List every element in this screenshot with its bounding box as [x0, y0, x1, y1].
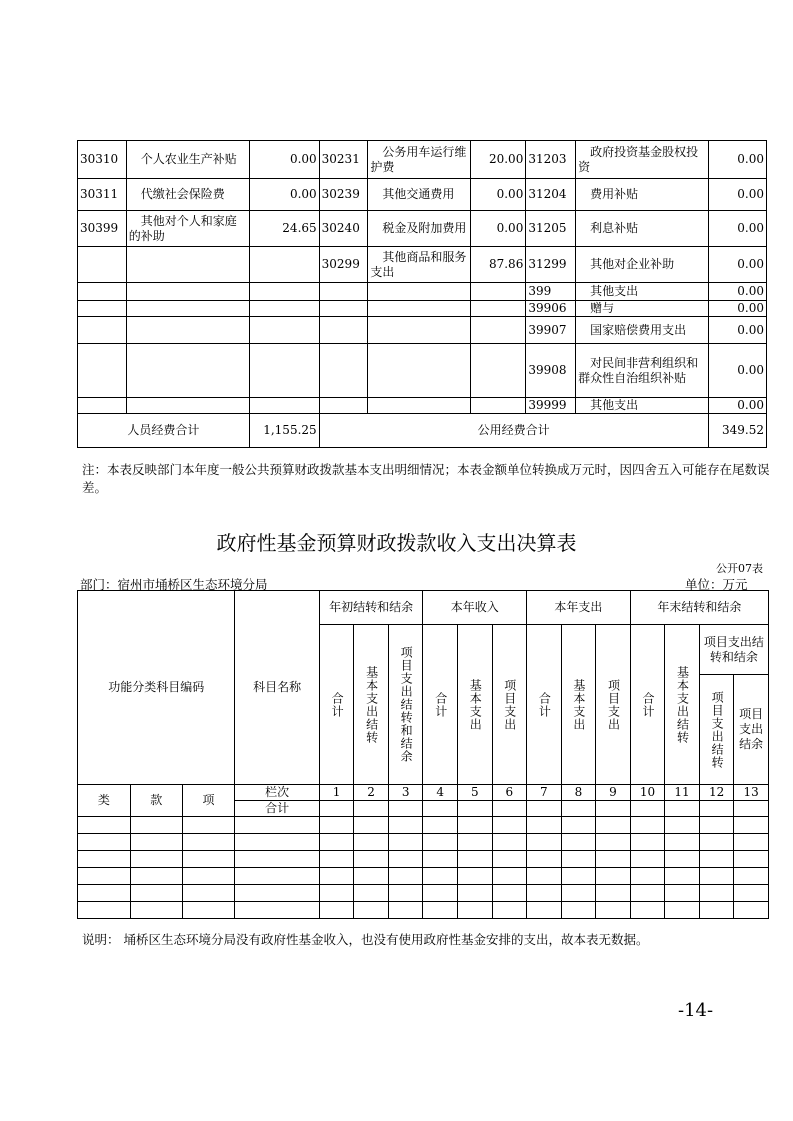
- cell-v1: [249, 398, 319, 414]
- cell-v2: [471, 283, 526, 301]
- personnel-total-value: 1,155.25: [249, 414, 319, 448]
- cell-c2: [319, 283, 368, 301]
- table-row: [78, 141, 767, 179]
- empty-row: [78, 834, 769, 851]
- cell-n2: [368, 344, 471, 398]
- col-number: 1: [319, 785, 354, 801]
- cell-n2: 其他商品和服务支出: [368, 247, 471, 283]
- cell-n3: 赠与: [576, 301, 709, 317]
- cell-v2: 0.00: [471, 179, 526, 211]
- h-total-2: 合计: [433, 691, 448, 718]
- cell-v3: 0.00: [708, 211, 766, 247]
- cell-v2: [471, 301, 526, 317]
- table-row: [78, 179, 767, 211]
- cell-c3: 39908: [526, 344, 576, 398]
- h-total-1: 合计: [330, 691, 345, 718]
- group-opening-balance: 年初结转和结余: [319, 591, 423, 625]
- public-total-label: 公用经费合计: [319, 414, 708, 448]
- h-proj-income: 项目支出: [502, 678, 517, 731]
- page-number: -14-: [678, 1000, 714, 1021]
- func-code-header: 功能分类科目编码: [78, 591, 235, 785]
- cell-v1: [249, 317, 319, 344]
- cell-c3: 399: [526, 283, 576, 301]
- cell-v1: 0.00: [249, 141, 319, 179]
- h-basic-expense: 基本支出: [571, 678, 586, 731]
- xiang-header: 项: [182, 785, 235, 817]
- empty-row: [78, 885, 769, 902]
- cell-n2: 其他交通费用: [368, 179, 471, 211]
- h-total-3: 合计: [537, 691, 552, 718]
- cell-v2: 0.00: [471, 211, 526, 247]
- cell-n3: 对民间非营利组织和群众性自治组织补贴: [576, 344, 709, 398]
- cell-v2: [471, 398, 526, 414]
- col-number: 9: [596, 785, 631, 801]
- group-year-income: 本年收入: [423, 591, 527, 625]
- cell-c3: 39907: [526, 317, 576, 344]
- cell-c1: [78, 301, 127, 317]
- cell-n2: 公务用车运行维护费: [368, 141, 471, 179]
- cell-n1: 个人农业生产补贴: [126, 141, 249, 179]
- cell-v3: 0.00: [708, 317, 766, 344]
- cell-n3: 国家赔偿费用支出: [576, 317, 709, 344]
- table-body: [78, 141, 767, 414]
- group-closing-balance: 年末结转和结余: [630, 591, 768, 625]
- cell-c3: 39999: [526, 398, 576, 414]
- cell-v2: 20.00: [471, 141, 526, 179]
- col-number: 4: [423, 785, 458, 801]
- cell-v3: 0.00: [708, 179, 766, 211]
- cell-n1: [126, 247, 249, 283]
- cell-c2: 30239: [319, 179, 368, 211]
- table-row: [78, 317, 767, 344]
- unit-label: 单位：万元: [685, 577, 748, 592]
- col-number: 5: [457, 785, 492, 801]
- empty-row: [78, 851, 769, 868]
- cell-c2: [319, 317, 368, 344]
- cell-v1: [249, 344, 319, 398]
- total-row: [78, 414, 767, 448]
- page-title: 政府性基金预算财政拨款收入支出决算表: [216, 531, 577, 555]
- cell-v3: 0.00: [708, 141, 766, 179]
- cell-n3: 其他支出: [576, 283, 709, 301]
- cell-v1: [249, 301, 319, 317]
- cell-n1: [126, 317, 249, 344]
- cell-v2: 87.86: [471, 247, 526, 283]
- table-row: [78, 398, 767, 414]
- cell-v2: [471, 317, 526, 344]
- cell-c3: 31299: [526, 247, 576, 283]
- cell-v2: [471, 344, 526, 398]
- h-proj-carry-balance: 项目支出结转和结余: [699, 625, 768, 675]
- table-row: [78, 301, 767, 317]
- cell-v3: 0.00: [708, 247, 766, 283]
- header-row-1: [78, 591, 769, 625]
- col-number: 12: [699, 785, 734, 801]
- department-label: 部门：宿州市埇桥区生态环境分局: [80, 577, 268, 592]
- cell-n2: 税金及附加费用: [368, 211, 471, 247]
- heji-label: 合计: [235, 801, 319, 817]
- cell-c2: 30240: [319, 211, 368, 247]
- cell-c1: [78, 344, 127, 398]
- h-basic-income: 基本支出: [468, 678, 483, 731]
- h-proj-carry-1: 项目支出结转和结余: [399, 646, 414, 763]
- cell-c1: [78, 283, 127, 301]
- cell-c3: 39906: [526, 301, 576, 317]
- col-number: 13: [734, 785, 769, 801]
- table-row: [78, 283, 767, 301]
- cell-c3: 31205: [526, 211, 576, 247]
- col-number: 3: [388, 785, 423, 801]
- col-number: 6: [492, 785, 527, 801]
- cell-n1: [126, 344, 249, 398]
- cell-n1: [126, 398, 249, 414]
- cell-c1: 30311: [78, 179, 127, 211]
- subject-name-header: 科目名称: [235, 591, 319, 785]
- table-row: [78, 344, 767, 398]
- cell-n1: 代缴社会保险费: [126, 179, 249, 211]
- cell-c2: [319, 398, 368, 414]
- cell-c2: [319, 344, 368, 398]
- lanci-label: 栏次: [235, 785, 319, 801]
- government-fund-table: [77, 590, 769, 919]
- cell-c1: [78, 398, 127, 414]
- cell-n1: 其他对个人和家庭的补助: [126, 211, 249, 247]
- cell-v1: [249, 283, 319, 301]
- cell-n1: [126, 301, 249, 317]
- table1-note: 注：本表反映部门本年度一般公共预算财政拨款基本支出明细情况；本表金额单位转换成万元时，因四舍五入可能存在尾数误差。: [82, 462, 770, 495]
- cell-n2: [368, 317, 471, 344]
- col-number: 7: [527, 785, 562, 801]
- table-row: [78, 211, 767, 247]
- kuan-header: 款: [130, 785, 182, 817]
- cell-n2: [368, 301, 471, 317]
- h-total-4: 合计: [640, 691, 655, 718]
- empty-rows: [78, 817, 769, 919]
- cell-c3: 31204: [526, 179, 576, 211]
- empty-row: [78, 817, 769, 834]
- col-number: 10: [630, 785, 665, 801]
- h-proj-carry-only: 项目支出结转: [710, 690, 725, 769]
- col-number: 2: [354, 785, 389, 801]
- cell-n3: 利息补贴: [576, 211, 709, 247]
- personnel-total-label: 人员经费合计: [78, 414, 250, 448]
- cell-n3: 其他对企业补助: [576, 247, 709, 283]
- h-proj-expense: 项目支出: [606, 678, 621, 731]
- cell-c2: 30299: [319, 247, 368, 283]
- cell-n1: [126, 283, 249, 301]
- cell-v3: 0.00: [708, 301, 766, 317]
- basic-expenditure-detail-table: [77, 140, 767, 448]
- table2-note: 说明： 埇桥区生态环境分局没有政府性基金收入，也没有使用政府性基金安排的支出，故本表无数据。: [82, 932, 649, 947]
- form-number: 公开07表: [716, 562, 763, 575]
- cell-c1: [78, 317, 127, 344]
- cell-n2: [368, 398, 471, 414]
- col-number: 8: [561, 785, 596, 801]
- cell-n2: [368, 283, 471, 301]
- cell-n3: 费用补贴: [576, 179, 709, 211]
- cell-c1: [78, 247, 127, 283]
- col-number: 11: [665, 785, 700, 801]
- cell-c1: 30399: [78, 211, 127, 247]
- cell-c3: 31203: [526, 141, 576, 179]
- cell-v3: 0.00: [708, 283, 766, 301]
- cell-v1: 24.65: [249, 211, 319, 247]
- cell-c1: 30310: [78, 141, 127, 179]
- cell-v1: 0.00: [249, 179, 319, 211]
- cell-n3: 其他支出: [576, 398, 709, 414]
- cell-v1: [249, 247, 319, 283]
- cell-v3: 0.00: [708, 344, 766, 398]
- h-proj-balance: 项目支出结余: [734, 675, 769, 785]
- cell-c2: 30231: [319, 141, 368, 179]
- column-number-row: [78, 785, 769, 801]
- cell-v3: 0.00: [708, 398, 766, 414]
- cell-c2: [319, 301, 368, 317]
- lei-header: 类: [78, 785, 131, 817]
- group-year-expense: 本年支出: [527, 591, 631, 625]
- public-total-value: 349.52: [708, 414, 766, 448]
- h-basic-carry-2: 基本支出结转: [675, 665, 690, 744]
- cell-n3: 政府投资基金股权投资: [576, 141, 709, 179]
- empty-row: [78, 868, 769, 885]
- table-row: [78, 247, 767, 283]
- h-basic-carry-1: 基本支出结转: [364, 665, 379, 744]
- empty-row: [78, 902, 769, 919]
